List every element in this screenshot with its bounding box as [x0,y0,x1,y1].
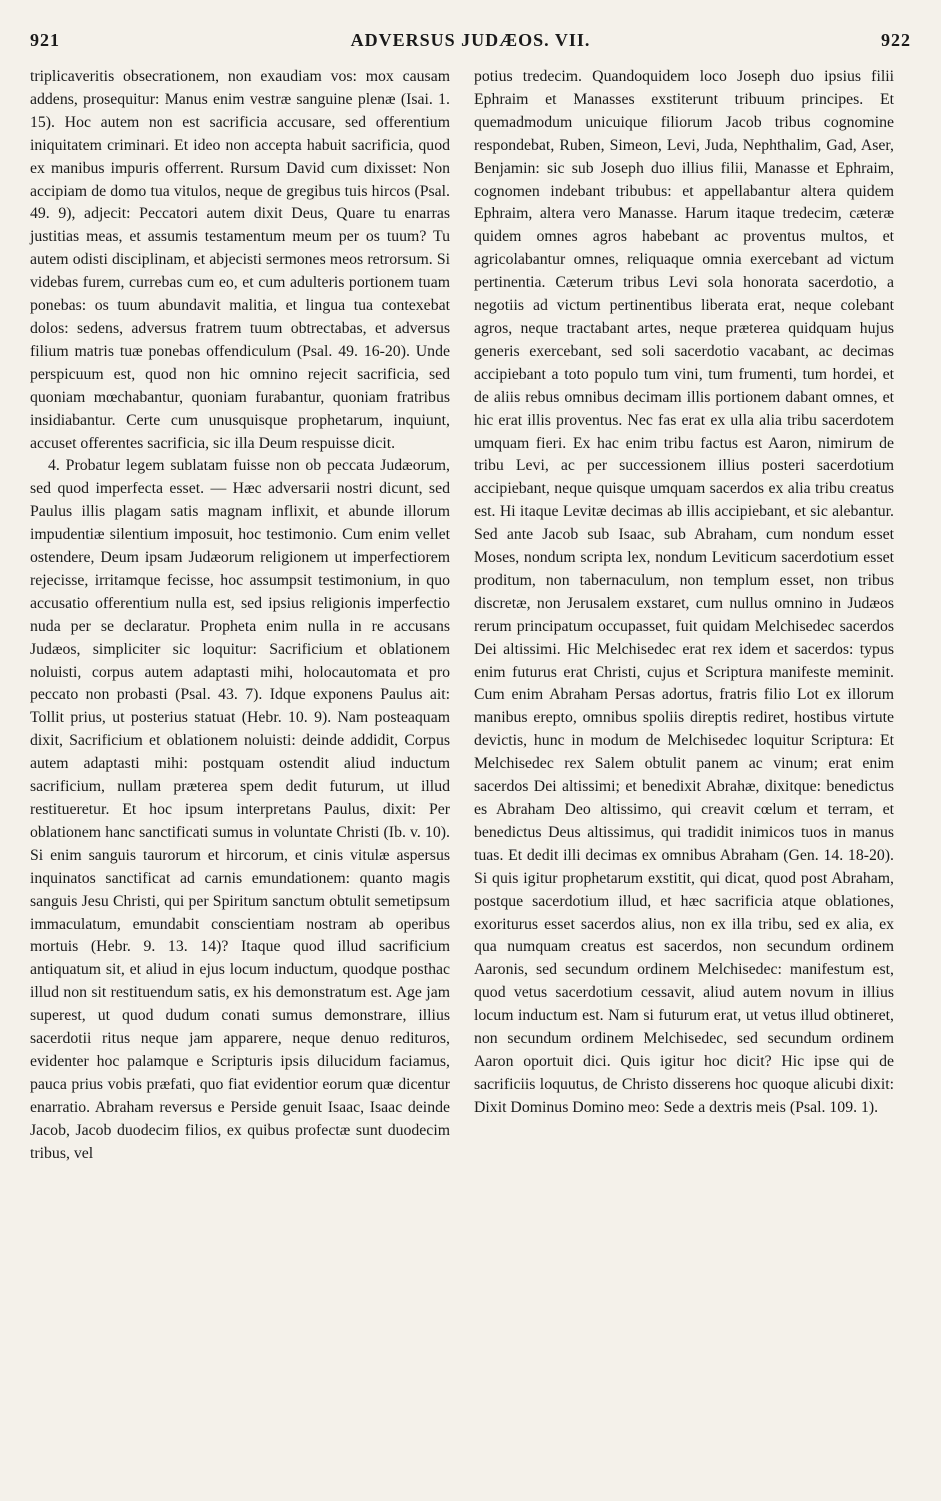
paragraph: triplicaveritis obsecrationem, non exaudiam vos: mox causam addens, prosequitur: Manus enim vestræ sanguine plenæ (Isai. 1. 15). Hoc autem non est sacrificia accusare, sed offerentium iniquitatem criminari. Et ideo non accepta habuit sacrificia, quod ex manibus impuris offerrent. Rursum David cum dixisset: Non accipiam de domo tua vitulos, neque de gregibus tuis hircos (Psal. 49. 9), adjecit: Peccatori autem dixit Deus, Quare tu enarras justitias meas, et assumis testamentum meum per os tuum? Tu autem odisti disciplinam, et abjecisti sermones meos retrorsum. Si videbas furem, currebas cum eo, et cum adulteris portionem tuam ponebas: os tuum abundavit malitia, et lingua tua contexebat dolos: sedens, adversus fratrem tuum obtrectabas, et adversus filium matris tuæ ponebas offendiculum (Psal. 49. 16-20). Unde perspicuum est, quod non hic omnino rejecit sacrificia, sed quoniam mœchabantur, quoniam furabantur, quoniam fratribus insidiabantur. Certe cum unusquisque prophetarum, inquiunt, accuset offerentes sacrificia, sic illa Deum respuisse dicit. [30,68,450,452]
paragraph: potius tredecim. Quandoquidem loco Joseph duo ipsius filii Ephraim et Manasses exstiterunt tribuum principes. Et quemadmodum unicuique filiorum Jacob tribus cognomine respondebat, Ruben, Simeon, Levi, Juda, Nephthalim, Gad, Aser, Benjamin: sic sub Joseph duo illius filii, Manasse et Ephraim, cognomen indebant tribubus: et appellabantur altera quidem Ephraim, altera vero Manasse. Harum itaque tredecim, cæteræ quidem omnes agros habebant ac proventus multos, et agricolabantur omnes, reliquaque omnia exercebant ad victum pertinentia. Cæterum tribus Levi sola honorata sacerdotio, a negotiis ad victum pertinentibus liberata erat, neque colebant agros, neque tractabant artes, neque præterea quidquam hujus generis exercebant, sed soli sacerdotio vacabant, ac decimas accipiebant a toto populo tum vini, tum frumenti, tum hordei, et de aliis rebus omnibus decimam illis portionem dabant omnes, et hic erat illis proventus. Nec fas erat ex ulla alia tribu sacerdotem umquam fieri. Ex hac enim tribu factus est Aaron, nimirum de tribu Levi, ac per successionem illius posteri sacerdotium accipiebant, neque quisque umquam sacerdos ex alia tribu creatus est. Hi itaque Levitæ decimas ab illis accipiebant, et sic alebantur. Sed ante Jacob sub Isaac, sub Abraham, cum nondum esset Moses, nondum scripta lex, nondum Leviticum sacerdotium esset proditum, non tabernaculum, non templum esset, non tribus discretæ, non Jerusalem exstaret, cum nullus omnino in Judæos rerum principatum occupasset, fuit quidam Melchisedec sacerdos Dei altissimi. Hic Melchisedec erat rex idem et sacerdos: typus enim futurus erat Christi, cujus et Scriptura manifeste meminit. Cum enim Abraham Persas adortus, fratris filio Lot ex illorum manibus erepto, omnibus spoliis direptis rediret, hostibus virtute devictis, hunc in modum de Melchisedec loquitur Scriptura: Et Melchisedec rex Salem obtulit panem ac vinum; erat enim sacerdos Dei altissimi; et benedixit Abrahæ, dixitque: benedictus es Abraham Deo altissimo, qui creavit cœlum et terram, et benedictus Deus altissimus, qui tradidit inimicos tuos in manus tuas. Et dedit illi decimas ex omnibus Abraham (Gen. 14. 18-20). Si quis igitur prophetarum exstitit, qui dicat, quod post Abraham, postque sacerdotium illud, et hæc sacrificia atque oblationes, exoriturus esset sacerdos alius, non ex illa tribu, sed ex alia, ex qua numquam creatus est sacerdos, non secundum ordinem Aaronis, sed secundum ordinem Melchisedec: manifestum est, quod vetus sacerdotium cessavit, aliud autem novum in illius locum inductum est. Nam si futurum erat, ut vetus illud obtineret, non secundum ordinem Melchisedec, sed secundum ordinem Aaron oportuit dici. Quis igitur hoc dicit? Hic ipse qui de sacrificiis loquutus, de Christo disserens hoc quoque alicubi dixit: Dixit Dominus Domino meo: Sede a dextris meis (Psal. 109. 1). [474,68,894,1116]
text-column-right [474,66,894,1120]
text-column-left [30,66,450,1166]
running-title: ADVERSUS JUDÆOS. VII. [350,30,591,50]
page-number-left: 921 [30,30,60,50]
running-header [30,30,911,56]
paragraph: 4. Probatur legem sublatam fuisse non ob peccata Judæorum, sed quod imperfecta esset. — Hæc adversarii nostri dicunt, sed Paulus illis plagam satis magnam inflixit, et abunde illorum impudentiæ silentium imposuit, hoc testimonio. Cum enim vellet ostendere, Deum ipsam Judæorum religionem ut imperfectiorem rejecisse, irritamque fecisse, hoc assumpsit testimonium, in quo accusatio offerentium nulla est, sed ipsius religionis imperfectio nuda per se declaratur. Propheta enim nulla in re accusans Judæos, simpliciter sic loquitur: Sacrificium et oblationem noluisti, corpus autem adaptasti mihi, holocautomata et pro peccato non probasti (Psal. 43. 7). Idque exponens Paulus ait: Tollit prius, ut posterius statuat (Hebr. 10. 9). Nam posteaquam dixit, Sacrificium et oblationem noluisti: deinde addidit, Corpus autem adaptasti mihi: postquam ostendit aliud inductum sacrificium, nullam præterea spem dedit futurum, ut illud restitueretur. Et hoc ipsum interpretans Paulus, dixit: Per oblationem hanc sanctificati sumus in voluntate Christi (Ib. v. 10). Si enim sanguis taurorum et hircorum, et cinis vitulæ aspersus inquinatos sanctificat ad carnis emundationem: quanto magis sanguis Jesu Christi, qui per Spiritum sanctum obtulit semetipsum immaculatum, emundabit conscientiam nostram ab operibus mortuis (Hebr. 9. 13. 14)? Itaque quod illud sacrificium antiquatum sit, et aliud in ejus locum inductum, quodque posthac illud non sit restituendum satis, ex his demonstratum est. Age jam superest, ut quod dudum conati sumus demonstrare, illius sacerdotii ritus neque jam apparere, neque denuo redituros, evidenter hoc palamque e Scripturis ipsis dilucidum faciamus, pauca prius vobis præfati, quo fiat evidentior eorum quæ dicentur enarratio. Abraham reversus e Perside genuit Isaac, Isaac deinde Jacob, Jacob duodecim filios, ex quibus profectæ sunt duodecim tribus, vel [30,457,450,1162]
page-number-right: 922 [881,30,911,50]
